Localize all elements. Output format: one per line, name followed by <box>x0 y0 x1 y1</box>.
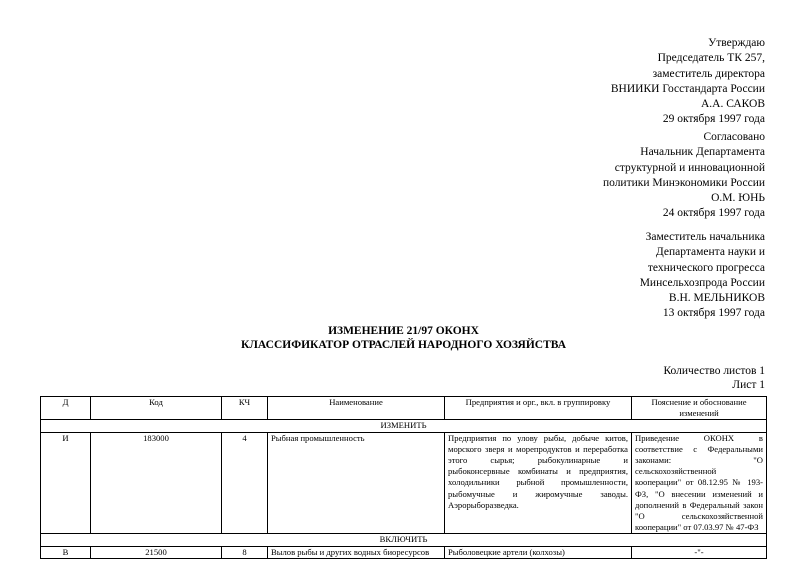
approval-line: политики Минэкономики России <box>602 176 765 189</box>
cell-name: Вылов рыбы и других водных биоресурсов <box>268 546 445 558</box>
header-enterprises: Предприятия и орг., вкл. в группировку <box>445 397 632 420</box>
cell-kch: 8 <box>222 546 268 558</box>
header-d: Д <box>41 397 91 420</box>
cell-code: 183000 <box>91 432 222 534</box>
approval-line: ВНИИКИ Госстандарта России <box>610 82 765 95</box>
section-label-include: ВКЛЮЧИТЬ <box>41 534 767 546</box>
cell-name: Рыбная промышленность <box>268 432 445 534</box>
section-label-change: ИЗМЕНИТЬ <box>41 420 767 432</box>
cell-enterprises: Рыболовецкие артели (колхозы) <box>445 546 632 558</box>
cell-kch: 4 <box>222 432 268 534</box>
approval-block-deputy <box>640 230 765 322</box>
approval-line: Департамента науки и <box>655 246 765 259</box>
sheet-count: Количество листов 1 <box>663 365 765 377</box>
approval-line: 29 октября 1997 года <box>662 113 765 126</box>
title-line-2: КЛАССИФИКАТОР ОТРАСЛЕЙ НАРОДНОГО ХОЗЯЙСТВА <box>241 339 566 351</box>
approval-line: Начальник Департамента <box>640 146 765 159</box>
section-row-include <box>41 534 767 546</box>
approval-line: Председатель ТК 257, <box>657 52 765 65</box>
table-header-row <box>41 397 767 420</box>
sheet-number: Лист 1 <box>732 379 765 391</box>
approval-block-approved <box>611 36 765 128</box>
cell-explanation: Приведение ОКОНХ в соответствие с Федеральными законами: "О сельскохозяйственной кооперации" от 08.12.95 № 193-ФЗ, "О внесении изменений и дополнений в Федеральный закон "О сельскохозяйственной кооперации" от 07.03.97 № 47-ФЗ <box>632 432 767 534</box>
section-row-change <box>41 420 767 432</box>
approval-line: О.М. ЮНЬ <box>711 192 765 205</box>
approval-block-agreed <box>603 130 765 222</box>
table-row <box>41 546 767 558</box>
header-code: Код <box>91 397 222 420</box>
approval-line: 13 октября 1997 года <box>662 307 765 320</box>
document-title <box>0 324 807 352</box>
approval-line: заместитель директора <box>652 67 765 80</box>
approval-line: 24 октября 1997 года <box>662 207 765 220</box>
classifier-table <box>40 396 767 559</box>
approval-line: Согласовано <box>703 131 765 143</box>
approval-line: Заместитель начальника <box>645 231 765 243</box>
header-explanation: Пояснение и обоснование изменений <box>632 397 767 420</box>
approval-line: технического прогресса <box>647 261 765 274</box>
cell-d: И <box>41 432 91 534</box>
title-line-1: ИЗМЕНЕНИЕ 21/97 ОКОНХ <box>328 325 479 337</box>
approval-line: структурной и инновационной <box>614 161 765 174</box>
sheet-info <box>663 364 765 392</box>
cell-enterprises: Предприятия по улову рыбы, добыче китов, морского зверя и морепродуктов и переработка этого сырья; рыбокулинарные и рыбоконсервные комбинаты и предприятия, холодильники рыбной промышленности, рыбомучные и жиромучные заводы. Аэрорыборазведка. <box>445 432 632 534</box>
header-name: Наименование <box>268 397 445 420</box>
approval-line: А.А. САКОВ <box>701 98 765 111</box>
approval-line: Минсельхозпрода России <box>639 276 765 289</box>
cell-d: В <box>41 546 91 558</box>
approval-line: Утверждаю <box>708 37 765 49</box>
cell-code: 21500 <box>91 546 222 558</box>
approval-line: В.Н. МЕЛЬНИКОВ <box>668 292 765 305</box>
table-row <box>41 432 767 534</box>
cell-explanation: -"- <box>632 546 767 558</box>
header-kch: КЧ <box>222 397 268 420</box>
